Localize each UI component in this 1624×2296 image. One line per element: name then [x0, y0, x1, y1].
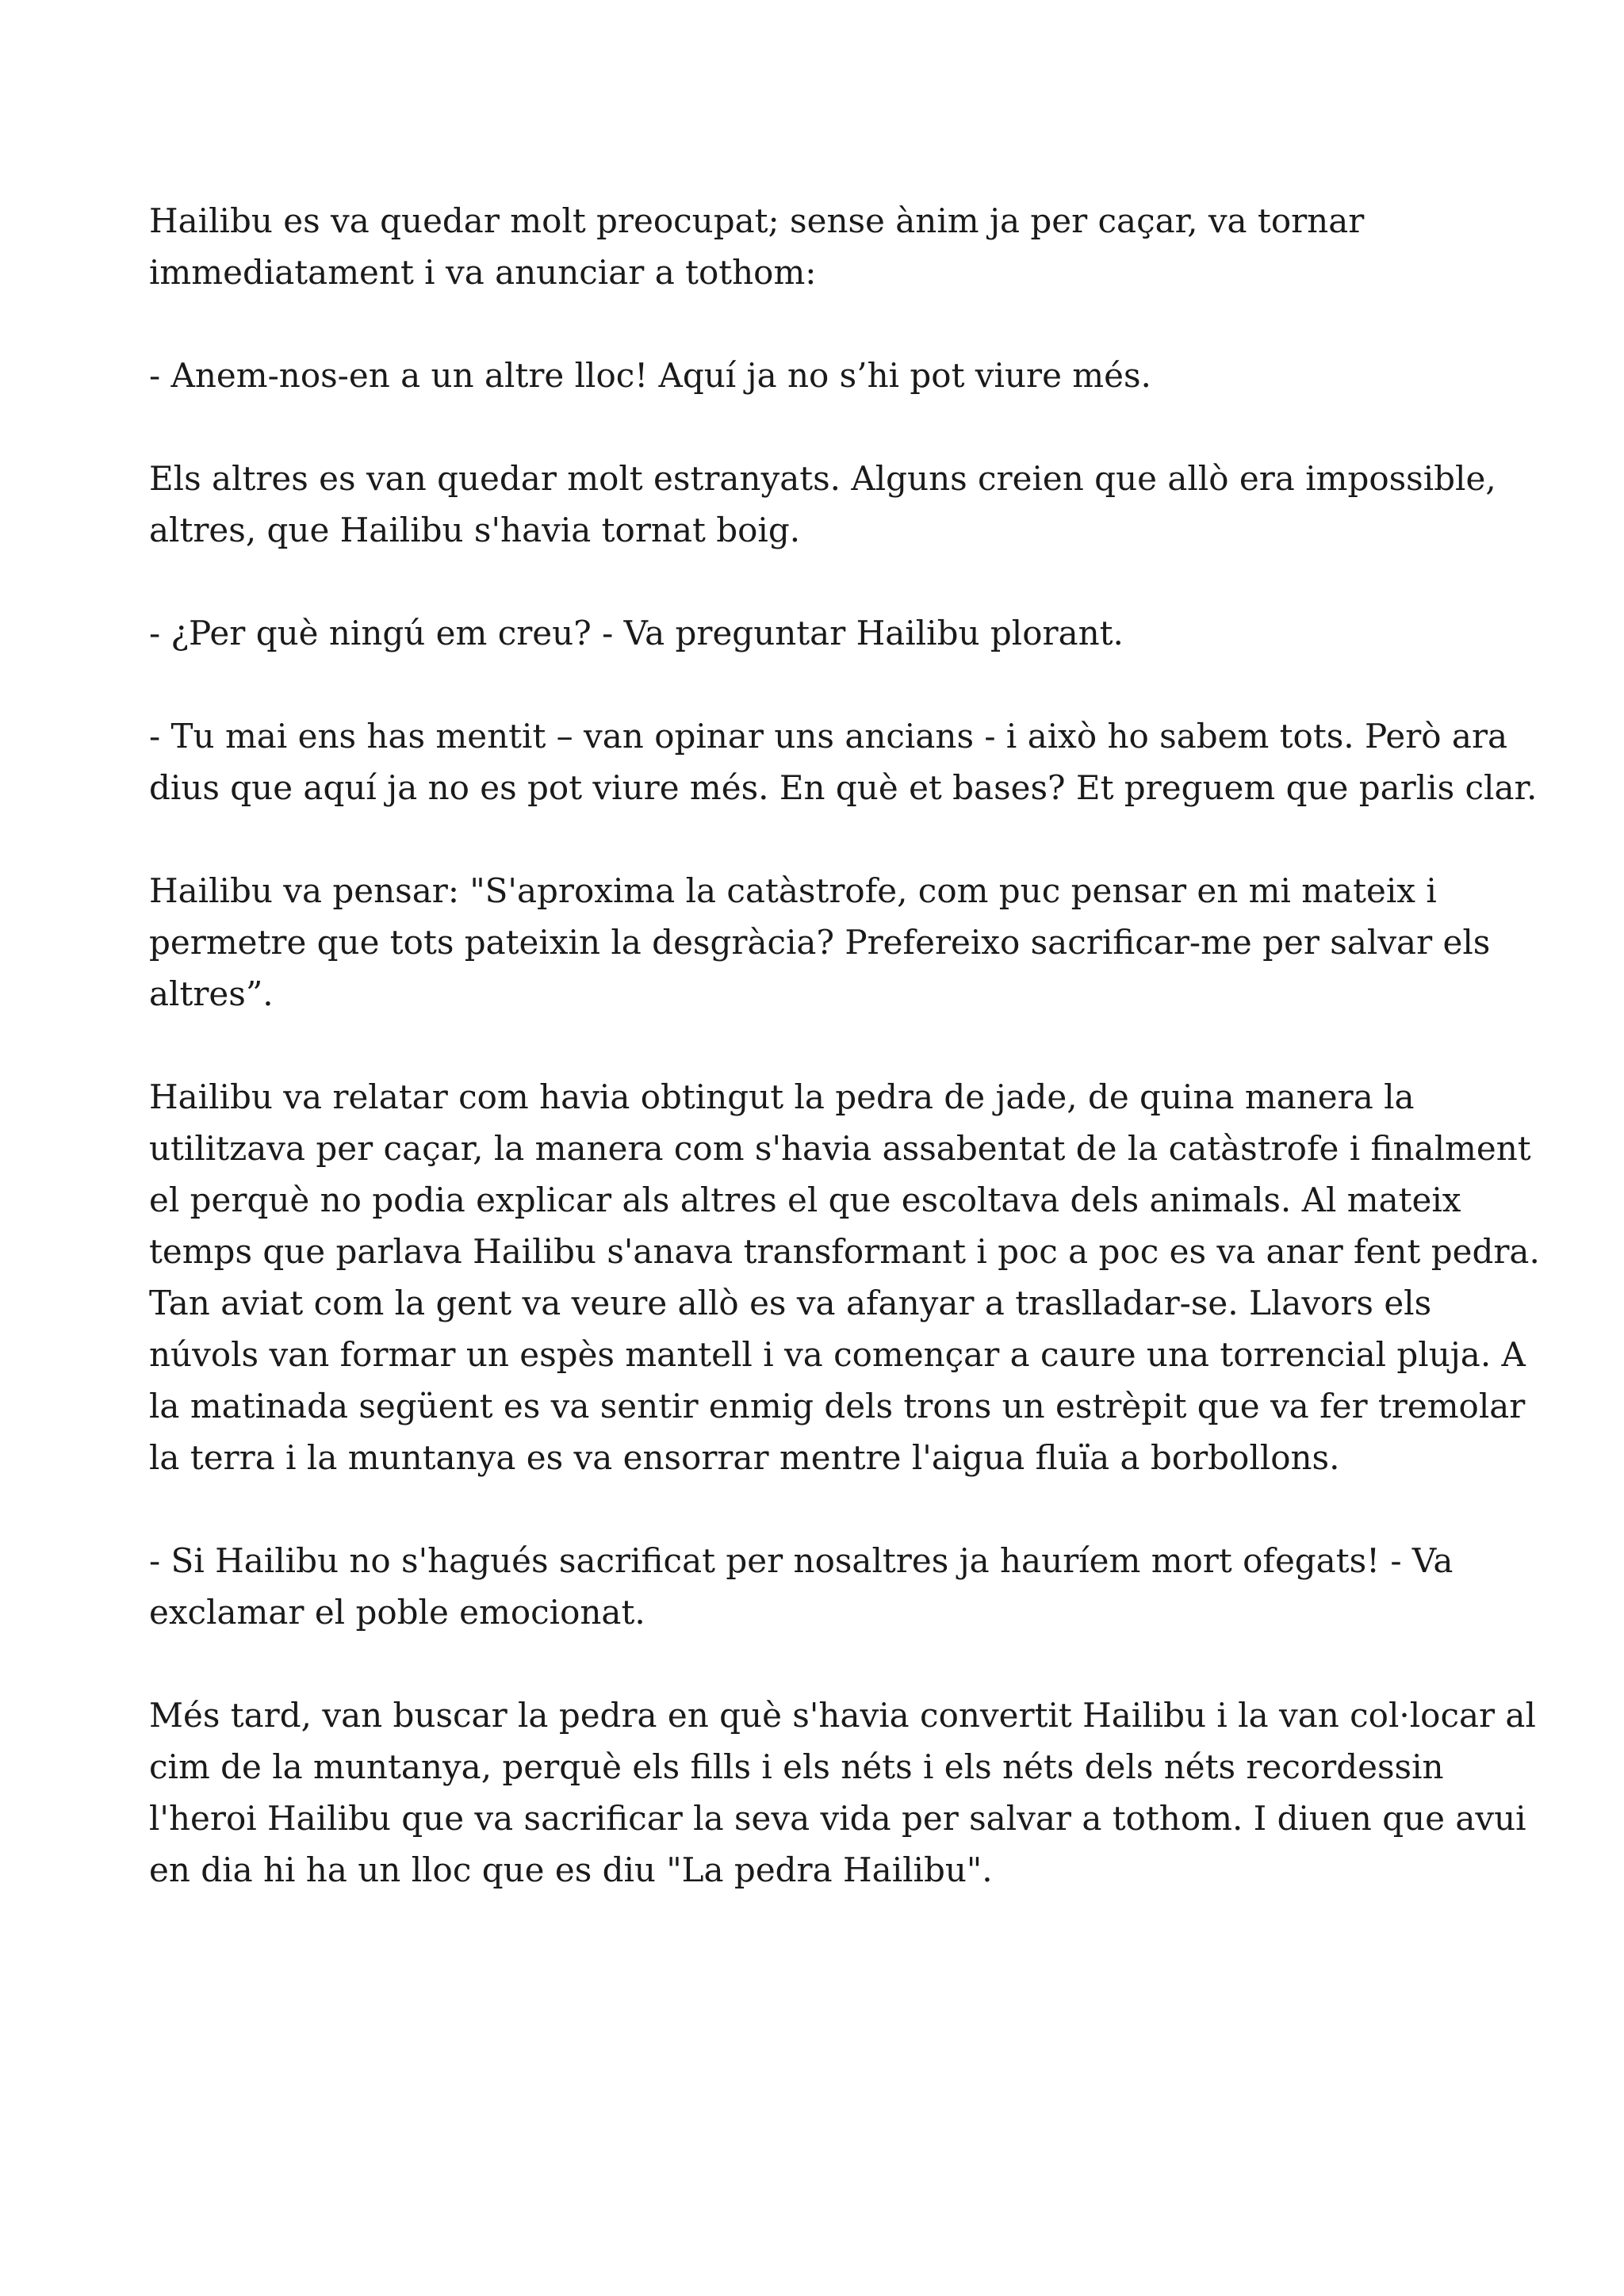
text-line: en dia hi ha un lloc que es diu "La pedra Hailibu".: [149, 1850, 993, 1889]
paragraph: [149, 865, 1497, 1020]
text-line: altres, que Hailibu s'havia tornat boig.: [149, 511, 801, 549]
text-line: la terra i la muntanya es va ensorrar mentre l'aigua fluïa a borbollons.: [149, 1438, 1340, 1477]
text-line: Més tard, van buscar la pedra en què s'havia convertit Hailibu i la van col·locar al: [149, 1696, 1536, 1735]
text-line: Els altres es van quedar molt estranyats. Alguns creien que allò era impossible,: [149, 459, 1496, 498]
paragraph: [149, 453, 1497, 556]
text-line: temps que parlava Hailibu s'anava transformant i poc a poc es va anar fent pedra.: [149, 1232, 1540, 1271]
text-line: permetre que tots pateixin la desgràcia? Prefereixo sacrificar-me per salvar els: [149, 923, 1491, 962]
paragraph: [149, 1071, 1540, 1483]
text-line: - Si Hailibu no s'hagués sacrificat per nosaltres ja hauríem mort ofegats! - Va: [149, 1541, 1454, 1580]
text-line: altres”.: [149, 974, 274, 1013]
text-line: Hailibu es va quedar molt preocupat; sense ànim ja per caçar, va tornar: [149, 201, 1365, 240]
paragraph: [149, 1689, 1536, 1896]
text-line: Hailibu va pensar: "S'aproxima la catàstrofe, com puc pensar en mi mateix i: [149, 871, 1437, 910]
text-line: exclamar el poble emocionat.: [149, 1593, 645, 1632]
text-line: Tan aviat com la gent va veure allò es va afanyar a traslladar-se. Llavors els: [149, 1284, 1432, 1322]
text-line: - Anem-nos-en a un altre lloc! Aquí ja no s’hi pot viure més.: [149, 356, 1151, 395]
paragraph: [149, 195, 1497, 298]
text-line: la matinada següent es va sentir enmig dels trons un estrèpit que va fer tremolar: [149, 1387, 1526, 1425]
text-line: cim de la muntanya, perquè els fills i els néts i els néts dels néts recordessin: [149, 1747, 1444, 1786]
paragraph: [149, 350, 1497, 401]
paragraph: [149, 1535, 1497, 1638]
document-body: [149, 195, 1540, 1896]
text-line: núvols van formar un espès mantell i va començar a caure una torrencial pluja. A: [149, 1335, 1526, 1374]
text-line: dius que aquí ja no es pot viure més. En què et bases? Et preguem que parlis clar.: [149, 768, 1538, 807]
text-line: immediatament i va anunciar a tothom:: [149, 253, 817, 292]
text-line: l'heroi Hailibu que va sacrificar la seva vida per salvar a tothom. I diuen que avui: [149, 1799, 1526, 1838]
text-line: el perquè no podia explicar als altres el que escoltava dels animals. Al mateix: [149, 1181, 1461, 1219]
paragraph: [149, 607, 1497, 659]
text-line: utilitzava per caçar, la manera com s'havia assabentat de la catàstrofe i finalment: [149, 1129, 1531, 1168]
paragraph: [149, 710, 1538, 813]
text-line: - ¿Per què ningú em creu? - Va preguntar Hailibu plorant.: [149, 614, 1124, 652]
text-line: - Tu mai ens has mentit – van opinar uns ancians - i això ho sabem tots. Però ara: [149, 717, 1508, 756]
text-line: Hailibu va relatar com havia obtingut la pedra de jade, de quina manera la: [149, 1077, 1415, 1116]
